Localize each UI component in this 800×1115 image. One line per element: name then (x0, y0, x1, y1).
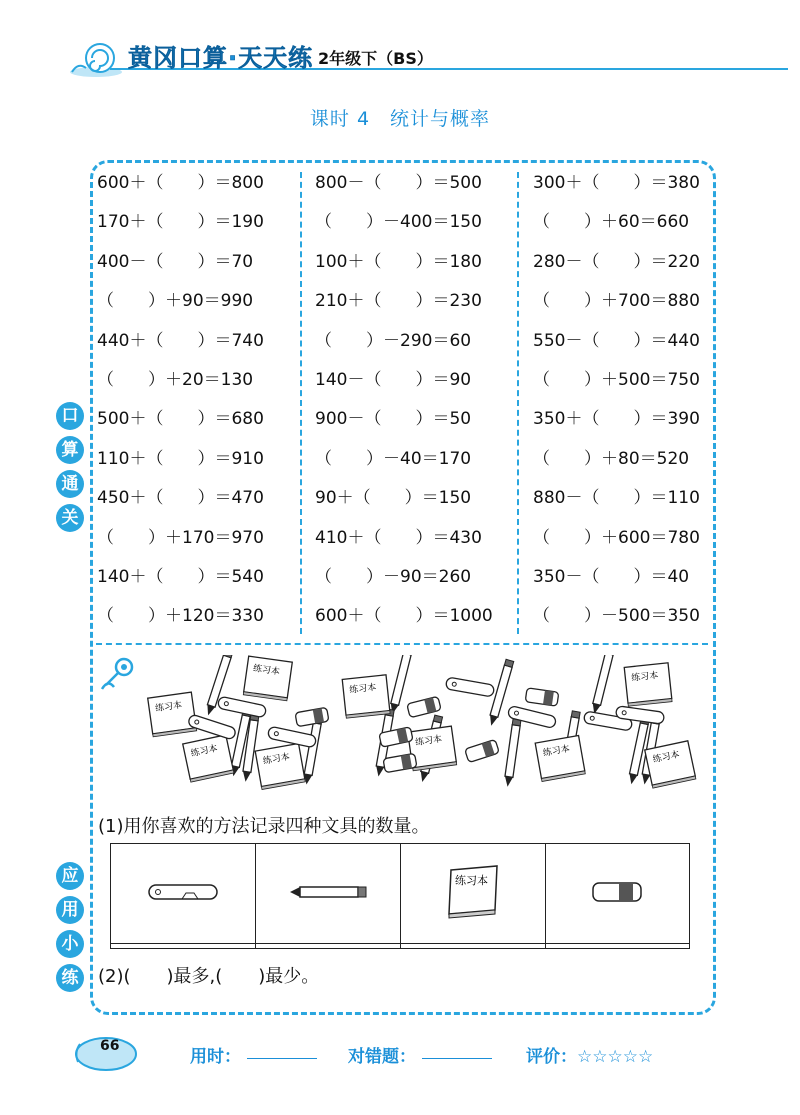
thumbtack-icon (96, 655, 140, 695)
side-label-practice (56, 862, 86, 992)
exercise-item: 280－（ ）＝220 (533, 251, 700, 272)
tally-input-cell[interactable] (255, 944, 400, 949)
notebook-icon (645, 741, 696, 788)
table-row (111, 844, 690, 944)
exercise-item: （ ）＋20＝130 (97, 370, 254, 390)
exercise-item: （ ）－40＝170 (315, 448, 472, 469)
table-cell (545, 844, 689, 944)
notebook-label: 练习本 (455, 873, 488, 887)
table-cell (111, 844, 256, 944)
exercise-item: 600＋（ ）＝800 (97, 173, 264, 193)
eraser-icon (591, 879, 643, 905)
exercise-item: （ ）＋120＝330 (97, 606, 264, 627)
exercise-item: （ ）－90＝260 (315, 567, 472, 587)
exercise-item: 90＋（ ）＝150 (315, 488, 472, 509)
table-cell (401, 844, 546, 944)
question-2: (2)( )最多,( )最少。 (98, 966, 320, 987)
side-char: 通 (56, 470, 84, 498)
exercise-item: 440＋（ ）＝740 (97, 330, 264, 351)
tally-input-cell[interactable] (545, 944, 689, 949)
exercise-item: 450＋（ ）＝470 (97, 488, 264, 509)
exercise-item: 350－（ ）＝40 (533, 567, 690, 587)
tally-table (110, 843, 690, 949)
side-char: 练 (56, 964, 84, 992)
notebook-label: 练习本 (414, 734, 443, 749)
notebook-icon (243, 656, 292, 701)
snail-icon (68, 38, 124, 78)
exercise-item: （ ）＋600＝780 (533, 527, 700, 548)
table-cell (255, 844, 400, 944)
question-1: (1)用你喜欢的方法记录四种文具的数量。 (98, 816, 430, 837)
notebook-icon (183, 735, 234, 782)
notebook-label: 练习本 (190, 743, 219, 760)
exercise-item: 100＋（ ）＝180 (315, 251, 482, 272)
notebook-label: 练习本 (542, 744, 571, 759)
ruler-icon (148, 881, 218, 903)
side-char: 关 (56, 504, 84, 532)
exercise-item: 550－（ ）＝440 (533, 330, 700, 351)
time-label: 用时： (190, 1047, 241, 1067)
notebook-label: 练习本 (348, 682, 377, 696)
exercise-item: 600＋（ ）＝1000 (315, 606, 493, 627)
time-field (190, 1042, 317, 1067)
brand-title: 黄冈口算·天天练 (128, 44, 314, 72)
pencil-icon (303, 717, 323, 785)
exercise-item: （ ）＋500＝750 (533, 370, 700, 390)
ruler-icon (187, 714, 236, 740)
column-divider (300, 172, 302, 634)
notebook-label: 练习本 (652, 749, 681, 766)
exercise-item: 300＋（ ）＝380 (533, 173, 700, 193)
lesson-title: 课时 4 统计与概率 (309, 108, 491, 130)
exercise-item: 140＋（ ）＝540 (97, 567, 264, 587)
exercise-item: 210＋（ ）＝230 (315, 291, 482, 312)
pencil-icon (288, 884, 368, 900)
notebook-icon (255, 743, 305, 789)
exercise-item: 110＋（ ）＝910 (97, 448, 264, 469)
notebook-icon (443, 864, 503, 920)
side-char: 应 (56, 862, 84, 890)
eraser-icon (465, 739, 500, 762)
rating-label: 评价： (526, 1047, 577, 1067)
exercise-item: （ ）＋170＝970 (97, 527, 264, 548)
exercise-item: 410＋（ ）＝430 (315, 527, 482, 548)
tally-input-cell[interactable] (401, 944, 546, 949)
side-char: 用 (56, 896, 84, 924)
notebook-icon (148, 692, 197, 737)
side-label-calc (56, 402, 86, 532)
notebook-label: 练习本 (252, 663, 281, 678)
exercise-item: 170＋（ ）＝190 (97, 212, 264, 233)
exercise-item: 140－（ ）＝90 (315, 370, 472, 390)
side-char: 算 (56, 436, 84, 464)
exercise-item: （ ）＋80＝520 (533, 448, 690, 469)
side-char: 口 (56, 402, 84, 430)
table-row (111, 944, 690, 949)
exercise-item: （ ）＋90＝990 (97, 291, 254, 312)
tally-input-cell[interactable] (111, 944, 256, 949)
correct-label: 对错题： (348, 1047, 416, 1067)
eraser-icon (383, 753, 417, 772)
correct-field (348, 1042, 492, 1067)
notebook-label: 练习本 (630, 670, 659, 684)
pencil-icon (590, 655, 614, 715)
exercise-item: （ ）－290＝60 (315, 330, 472, 351)
exercise-item: （ ）－400＝150 (315, 212, 482, 233)
exercise-item: 900－（ ）＝50 (315, 409, 472, 430)
stationery-illustration (140, 655, 705, 795)
page-footer (0, 1030, 800, 1080)
page-header (0, 28, 800, 88)
time-blank[interactable] (247, 1058, 317, 1059)
rating-field (526, 1042, 653, 1067)
exercise-item: 880－（ ）＝110 (533, 488, 700, 509)
section-divider (96, 643, 708, 645)
exercise-item: 800－（ ）＝500 (315, 173, 482, 193)
eraser-icon (295, 707, 329, 726)
notebook-icon (342, 675, 390, 718)
side-char: 小 (56, 930, 84, 958)
eraser-icon (525, 688, 559, 706)
notebook-label: 练习本 (262, 752, 291, 767)
pencil-icon (504, 719, 521, 787)
exercise-item: （ ）＋60＝660 (533, 212, 690, 233)
exercise-item: 400－（ ）＝70 (97, 251, 254, 272)
page-number: 66 (100, 1038, 120, 1054)
eraser-icon (407, 696, 441, 717)
exercise-item: 500＋（ ）＝680 (97, 409, 264, 430)
notebook-icon (624, 663, 672, 706)
exercise-item: 350＋（ ）＝390 (533, 409, 700, 430)
column-divider (517, 172, 519, 634)
exercise-item: （ ）＋700＝880 (533, 291, 700, 312)
ruler-icon (445, 677, 494, 697)
correct-blank[interactable] (422, 1058, 492, 1059)
exercise-item: （ ）－500＝350 (533, 606, 700, 627)
notebook-label: 练习本 (154, 700, 183, 715)
notebook-icon (535, 735, 585, 781)
rating-stars[interactable]: ☆☆☆☆☆ (577, 1047, 654, 1067)
grade-label: 2年级下（BS） (318, 49, 433, 68)
